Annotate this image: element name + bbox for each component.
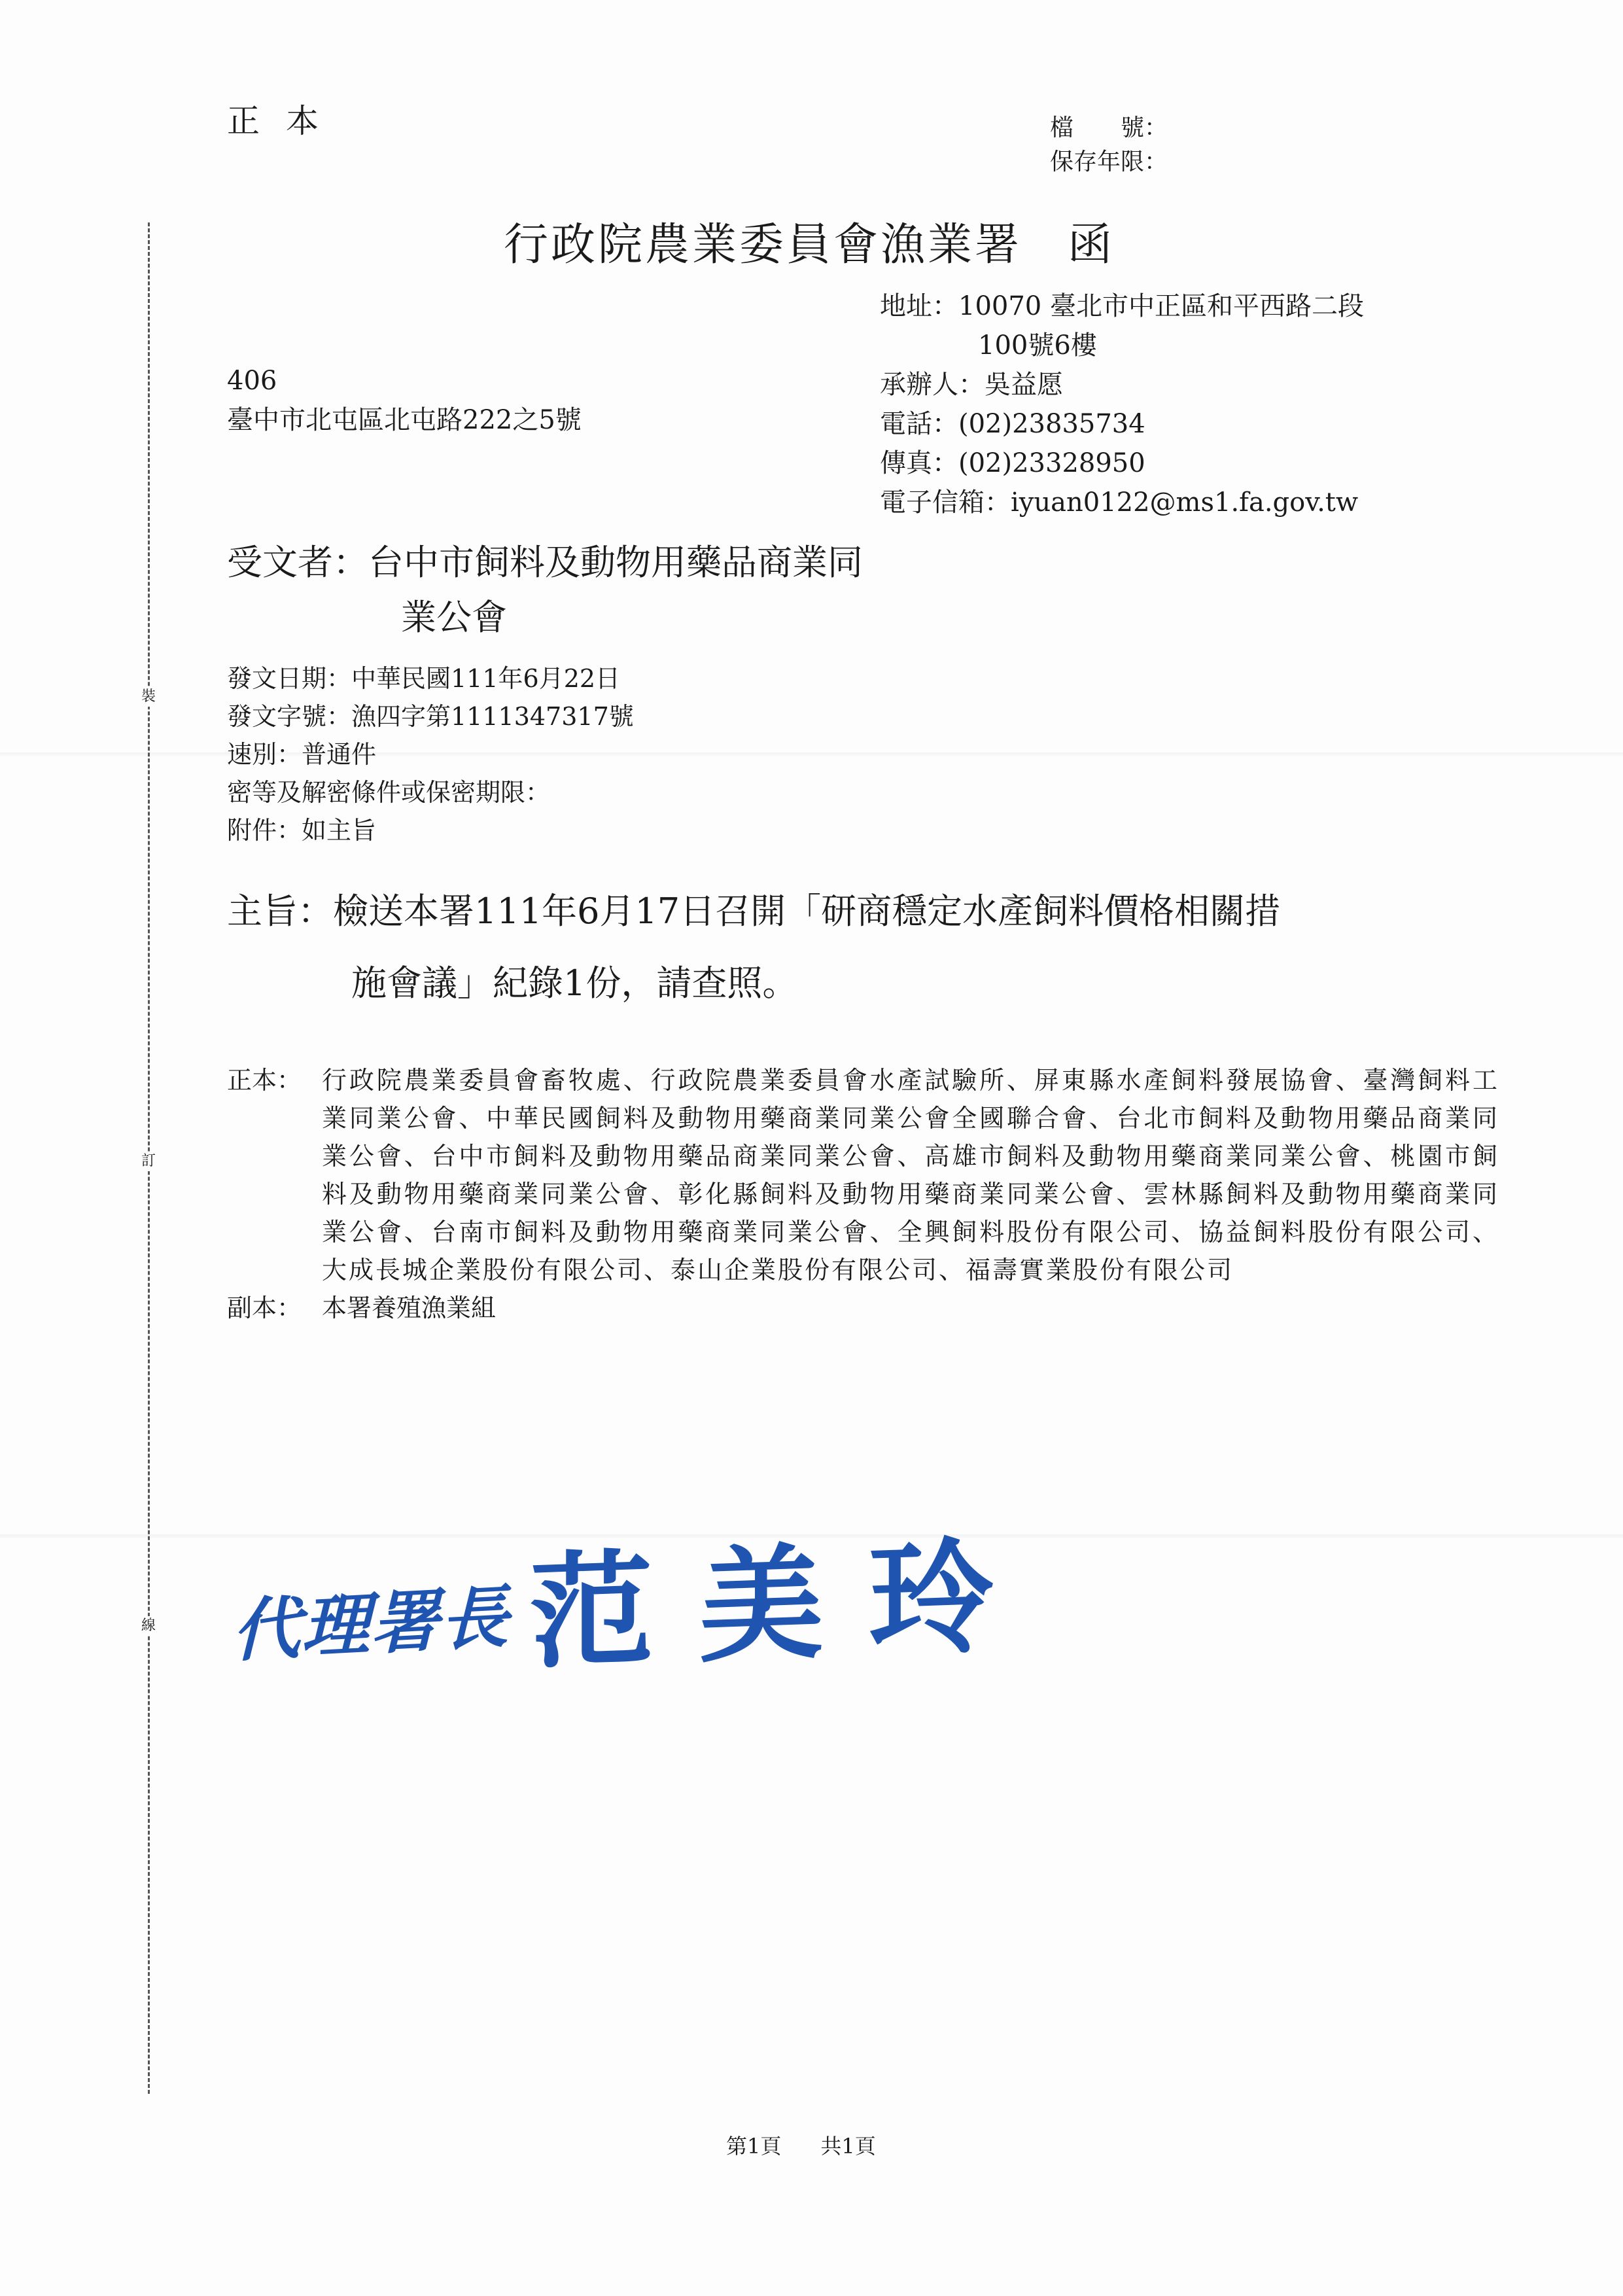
agency-title: 行政院農業委員會漁業署 (504, 219, 1022, 271)
sender-address-line1: 10070 臺北市中正區和平西路二段 (958, 291, 1364, 321)
recipient-address-block (227, 361, 582, 440)
issue-date: 發文日期：中華民國111年6月22日 (227, 664, 621, 693)
subject-block (227, 875, 1280, 1019)
archive-info (1050, 111, 1168, 179)
original-recipients: 行政院農業委員會畜牧處、行政院農業委員會水產試驗所、屏東縣水產飼料發展協會、臺灣飼料工業同業公會、中華民國飼料及動物用藥商業同業公會全國聯合會、台北市飼料及動物用藥品商業同業公會、台中市飼料及動物用藥品商業同業公會、高雄市飼料及動物用藥商業同業公會、桃園市飼料及動物用藥商業同業公會、彰化縣飼料及動物用藥商業同業公會、雲林縣飼料及動物用藥商業同業公會、台南市飼料及動物用藥商業同業公會、全興飼料股份有限公司、協益飼料股份有限公司、大成長城企業股份有限公司、泰山企業股份有限公司、福壽實業股份有限公司 (322, 1066, 1499, 1284)
receiver-block (227, 535, 863, 645)
receiver-label: 受文者： (227, 542, 368, 583)
receiver-line2: 業公會 (401, 597, 507, 638)
binding-mark: 訂 (139, 1152, 158, 1171)
email-address: iyuan0122@ms1.fa.gov.tw (1011, 487, 1359, 518)
fax-label: 傳真： (880, 448, 958, 478)
recipient-address: 臺中市北屯區北屯路222之5號 (227, 405, 582, 435)
meta-block (227, 660, 634, 849)
signature-name: 范美玲 (529, 1522, 1040, 1686)
original-label: 正本： (227, 1066, 302, 1095)
file-number-label: 檔 號： (1050, 115, 1168, 141)
recipient-postcode: 406 (227, 366, 277, 396)
page-total: 共1頁 (820, 2134, 876, 2159)
binding-mark: 裝 (139, 687, 158, 707)
retention-period-label: 保存年限： (1050, 149, 1168, 175)
doc-number: 發文字號：漁四字第1111347317號 (227, 702, 634, 731)
attachment: 附件：如主旨 (227, 816, 377, 845)
handler-name: 吳益愿 (985, 370, 1063, 400)
subject-label: 主旨： (227, 891, 333, 932)
signature-stamp (232, 1505, 1039, 1684)
doc-type-label: 正本 (227, 102, 345, 140)
page-current: 第1頁 (726, 2134, 782, 2159)
address-label: 地址： (880, 291, 958, 321)
handler-label: 承辦人： (880, 370, 985, 400)
copy-label: 副本： (227, 1294, 302, 1322)
document-title (504, 209, 1115, 273)
page-footer (726, 2130, 915, 2160)
binding-mark: 線 (139, 1616, 158, 1636)
email-label: 電子信箱： (880, 487, 1011, 518)
distribution-block (227, 1061, 1499, 1327)
copy-recipients: 本署養殖漁業組 (322, 1294, 497, 1322)
fax-number: (02)23328950 (958, 448, 1145, 478)
security-level: 密等及解密條件或保密期限： (227, 778, 551, 807)
sender-address-line2: 100號6樓 (978, 330, 1097, 361)
doc-kind: 函 (1068, 219, 1115, 271)
urgency: 速別：普通件 (227, 740, 377, 769)
sender-info (880, 287, 1364, 522)
signature-title: 代理署長 (232, 1576, 510, 1672)
phone-label: 電話： (880, 409, 958, 439)
subject-line1: 檢送本署111年6月17日召開「研商穩定水產飼料價格相關措 (333, 891, 1281, 932)
phone-number: (02)23835734 (958, 409, 1145, 439)
subject-line2: 施會議」紀錄1份，請查照。 (351, 963, 798, 1004)
receiver-line1: 台中市飼料及動物用藥品商業同 (368, 542, 863, 583)
